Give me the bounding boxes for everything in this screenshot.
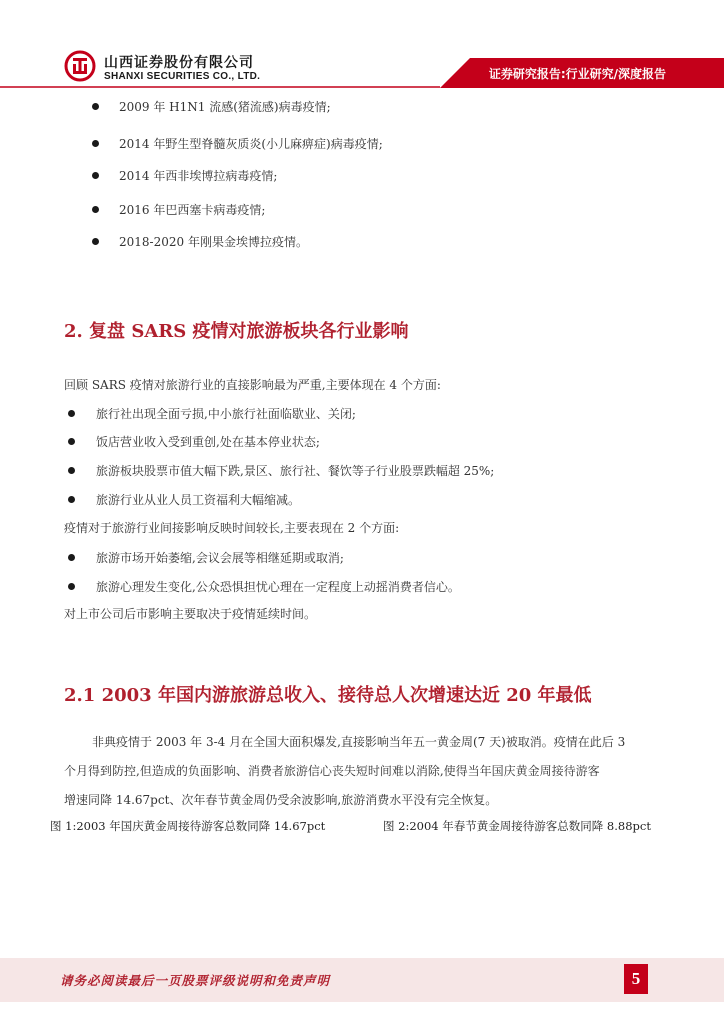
company-name-en: SHANXI SECURITIES CO., LTD. — [104, 71, 261, 82]
list-item: 旅游板块股票市值大幅下跌,景区、旅行社、餐饮等子行业股票跌幅超 25%; — [96, 464, 495, 478]
list-item: 饭店营业收入受到重创,处在基本停业状态; — [96, 435, 320, 449]
list-item: 2014 年野生型脊髓灰质炎(小儿麻痹症)病毒疫情; — [119, 137, 383, 151]
bullet-icon — [92, 172, 99, 179]
bullet-icon — [68, 438, 75, 445]
bullet-icon — [68, 496, 75, 503]
list-item: 2016 年巴西塞卡病毒疫情; — [119, 203, 266, 217]
disclaimer-link[interactable]: 请务必阅读最后一页股票评级说明和免责声明 — [60, 973, 331, 988]
page-number: 5 — [624, 964, 648, 994]
list-item: 2009 年 H1N1 流感(猪流感)病毒疫情; — [119, 100, 331, 114]
list-item: 旅行社出现全面亏损,中小旅行社面临歇业、关闭; — [96, 407, 356, 421]
list-item: 2018-2020 年刚果金埃博拉疫情。 — [119, 235, 308, 249]
section-2-1-title: 2.1 2003 年国内游旅游总收入、接待总人次增速达近 20 年最低 — [64, 685, 592, 706]
report-type: 证券研究报告:行业研究/深度报告 — [488, 67, 666, 81]
list-item: 2014 年西非埃博拉病毒疫情; — [119, 169, 278, 183]
list-item: 旅游心理发生变化,公众恐惧担忧心理在一定程度上动摇消费者信心。 — [96, 580, 460, 594]
bullet-icon — [92, 206, 99, 213]
bullet-icon — [68, 410, 75, 417]
company-logo-icon — [64, 50, 96, 82]
figure-2-caption: 图 2:2004 年春节黄金周接待游客总数同降 8.88pct — [383, 819, 651, 833]
direct-impact-intro: 回顾 SARS 疫情对旅游行业的直接影响最为严重,主要体现在 4 个方面: — [64, 378, 441, 392]
section-2-title: 2. 复盘 SARS 疫情对旅游板块各行业影响 — [64, 321, 409, 342]
page-header — [0, 0, 724, 96]
bullet-icon — [68, 467, 75, 474]
closing-sentence: 对上市公司后市影响主要取决于疫情延续时间。 — [64, 607, 317, 621]
body-line: 增速同降 14.67pct、次年春节黄金周仍受余波影响,旅游消费水平没有完全恢复。 — [64, 793, 498, 807]
list-item: 旅游市场开始萎缩,会议会展等相继延期或取消; — [96, 551, 344, 565]
indirect-impact-intro: 疫情对于旅游行业间接影响反映时间较长,主要表现在 2 个方面: — [64, 521, 400, 535]
bullet-icon — [92, 103, 99, 110]
company-name-cn: 山西证券股份有限公司 — [104, 55, 254, 71]
bullet-icon — [92, 238, 99, 245]
body-line: 非典疫情于 2003 年 3-4 月在全国大面积爆发,直接影响当年五一黄金周(7 天)被取消。疫情在此后 3 — [92, 735, 626, 749]
bullet-icon — [92, 140, 99, 147]
bullet-icon — [68, 554, 75, 561]
bullet-icon — [68, 583, 75, 590]
figure-1-caption: 图 1:2003 年国庆黄金周接待游客总数同降 14.67pct — [50, 819, 326, 833]
body-line: 个月得到防控,但造成的负面影响、消费者旅游信心丧失短时间难以消除,使得当年国庆黄金周接待游客 — [64, 764, 600, 778]
list-item: 旅游行业从业人员工资福利大幅缩减。 — [96, 493, 301, 507]
